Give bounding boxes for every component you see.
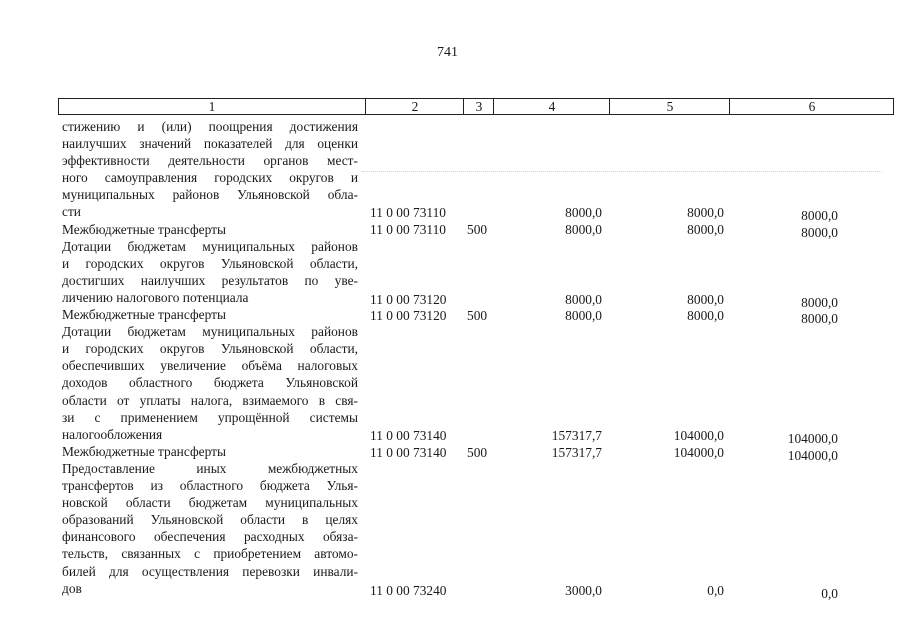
description-line: Межбюджетные трансферты: [62, 221, 226, 237]
row-value-col4: 8000,0: [565, 221, 602, 237]
row-value-col5: 8000,0: [687, 308, 724, 324]
row-description: [62, 460, 358, 597]
row-code: 11 0 00 73140: [370, 444, 447, 460]
description-line: Межбюджетные трансферты: [62, 307, 226, 323]
row-description: [62, 306, 358, 323]
row-value-col4: 8000,0: [565, 204, 602, 220]
row-value-col4: 157317,7: [551, 427, 602, 443]
description-line: Предоставление иных межбюджетных: [62, 461, 358, 476]
description-line: билей для осуществления перевозки инвали-: [62, 563, 358, 579]
row-value-col6: 8000,0: [801, 295, 838, 310]
description-line: ного самоуправления городских округов и: [62, 170, 358, 186]
row-description: [62, 443, 358, 460]
description-line: Дотации бюджетам муниципальных районов: [62, 238, 358, 254]
row-value-col5: 0,0: [707, 582, 724, 598]
description-line: образований Ульяновской области в целях: [62, 512, 358, 528]
header-col-4: 4: [493, 99, 610, 114]
row-description: [62, 221, 358, 238]
row-expense-type: 500: [467, 444, 488, 460]
scan-dotted-artifact: [362, 171, 882, 172]
description-line: стижению и (или) поощрения достижения: [62, 119, 358, 134]
header-col-5: 5: [609, 99, 730, 114]
row-value-col4: 3000,0: [565, 582, 602, 598]
description-line: наилучших значений показателей для оценки: [62, 136, 358, 152]
description-line: и городских округов Ульяновской области,: [62, 255, 358, 271]
row-value-col5: 104000,0: [673, 444, 724, 460]
row-value-col5: 8000,0: [687, 292, 724, 307]
row-code: 11 0 00 73110: [370, 221, 447, 237]
header-col-6: 6: [729, 99, 894, 114]
description-line: достигших наилучших результатов по уве-: [62, 272, 358, 288]
row-value-col5: 8000,0: [687, 221, 724, 237]
row-value-col5: 8000,0: [687, 204, 724, 220]
description-line: Дотации бюджетам муниципальных районов: [62, 324, 358, 340]
description-line: сти: [62, 204, 81, 220]
row-value-col4: 157317,7: [551, 444, 602, 460]
row-code: 11 0 00 73140: [370, 427, 447, 443]
row-code: 11 0 00 73110: [370, 204, 447, 220]
description-line: и городских округов Ульяновской области,: [62, 341, 358, 357]
description-line: налогообложения: [62, 426, 163, 442]
description-line: трансфертов из областного бюджета Улья-: [62, 478, 358, 494]
row-description: [62, 238, 358, 306]
row-code: 11 0 00 73120: [370, 292, 447, 307]
description-line: тельств, связанных с приобретением автомо-: [62, 546, 358, 562]
row-value-col6: 0,0: [821, 585, 838, 601]
row-value-col6: 104000,0: [787, 447, 838, 463]
description-line: новской области бюджетам муниципальных: [62, 495, 358, 511]
header-col-1: 1: [208, 99, 216, 114]
description-line: дов: [62, 580, 82, 596]
row-value-col4: 8000,0: [565, 292, 602, 307]
row-value-col6: 8000,0: [801, 207, 838, 223]
row-description: [62, 323, 358, 443]
description-line: доходов областного бюджета Ульяновской: [62, 375, 358, 391]
row-value-col6: 8000,0: [801, 311, 838, 327]
table-header-row: [58, 98, 894, 115]
header-col-2: 2: [365, 99, 464, 114]
row-expense-type: 500: [467, 221, 488, 237]
row-value-col6: 104000,0: [787, 430, 838, 446]
description-line: обеспечивших увеличение объёма налоговых: [62, 358, 358, 374]
page-number: 741: [437, 45, 458, 60]
description-line: эффективности деятельности органов мест-: [62, 153, 358, 169]
row-code: 11 0 00 73240: [370, 582, 447, 598]
row-value-col4: 8000,0: [565, 308, 602, 324]
row-expense-type: 500: [467, 308, 488, 324]
row-value-col5: 104000,0: [673, 427, 724, 443]
row-description: [62, 118, 358, 221]
row-code: 11 0 00 73120: [370, 308, 447, 324]
description-line: личению налогового потенциала: [62, 289, 249, 305]
description-line: муниципальных районов Ульяновской обла-: [62, 187, 358, 203]
row-value-col6: 8000,0: [801, 224, 838, 240]
description-line: области от уплаты налога, взимаемого в свя-: [62, 392, 358, 408]
header-col-3: 3: [463, 99, 494, 114]
description-line: зи с применением упрощённой системы: [62, 409, 358, 425]
description-line: Межбюджетные трансферты: [62, 443, 226, 459]
description-line: финансового обеспечения расходных обяза-: [62, 529, 358, 545]
